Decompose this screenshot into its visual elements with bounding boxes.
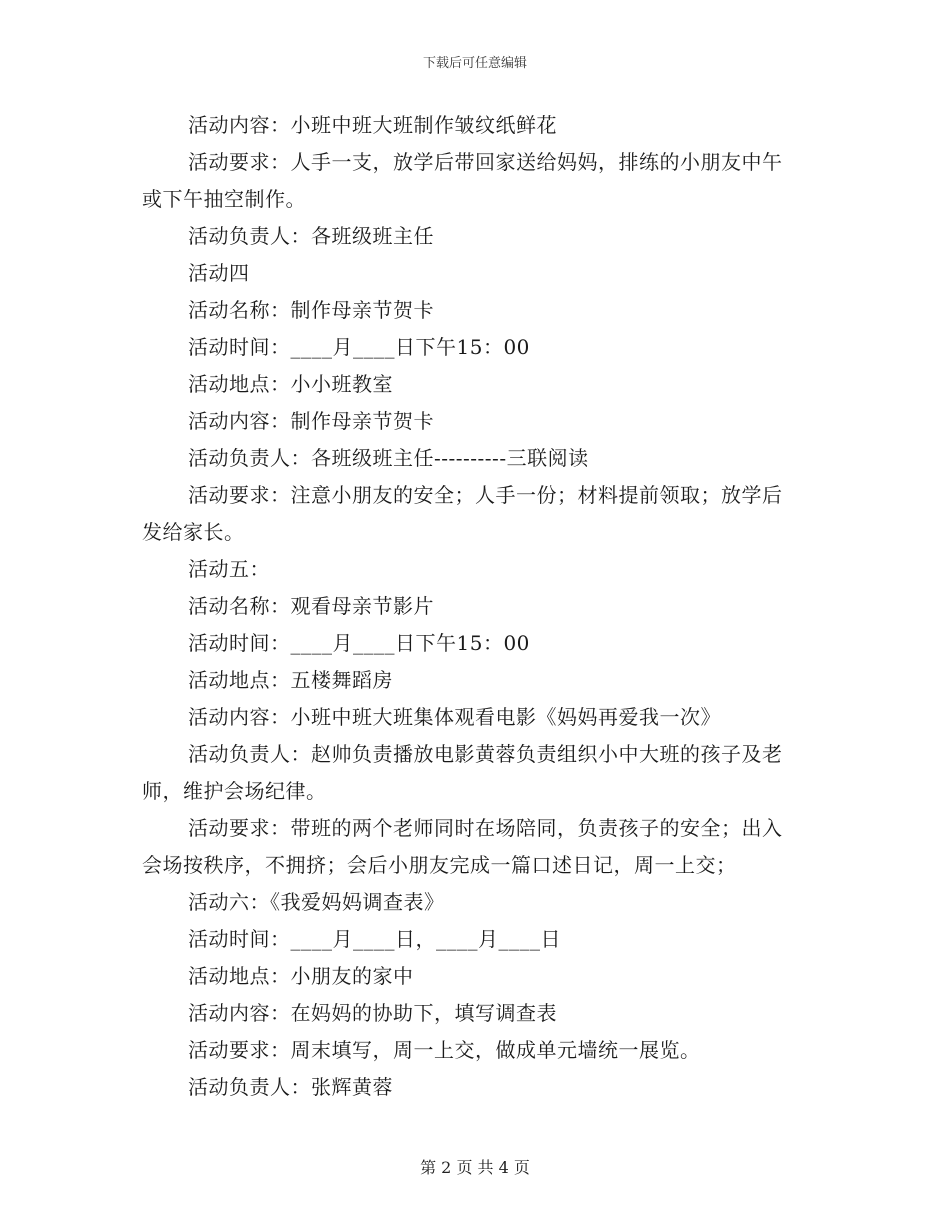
paragraph: 活动要求：注意小朋友的安全；人手一份；材料提前领取；放学后发给家长。 — [142, 483, 783, 544]
paragraph: 活动内容：在妈妈的协助下，填写调查表 — [188, 1001, 557, 1025]
paragraph: 活动地点：小小班教室 — [188, 372, 393, 396]
document-body — [142, 107, 802, 1106]
paragraph: 活动负责人：赵帅负责播放电影黄蓉负责组织小中大班的孩子及老师，维护会场纪律。 — [142, 742, 783, 803]
paragraph: 活动时间：____月____日，____月____日 — [188, 927, 561, 951]
paragraph: 活动名称：制作母亲节贺卡 — [188, 298, 434, 322]
page-header: 下载后可任意编辑 — [422, 56, 527, 71]
paragraph: 活动负责人：各班级班主任----------三联阅读 — [188, 446, 589, 470]
paragraph: 活动时间：____月____日下午15：00 — [188, 335, 530, 359]
paragraph: 活动地点：五楼舞蹈房 — [188, 668, 393, 692]
paragraph: 活动要求：周末填写，周一上交，做成单元墙统一展览。 — [188, 1038, 701, 1062]
paragraph: 活动要求：人手一支，放学后带回家送给妈妈，排练的小朋友中午或下午抽空制作。 — [142, 150, 783, 211]
section-heading: 活动四 — [188, 261, 250, 285]
paragraph: 活动内容：制作母亲节贺卡 — [188, 409, 434, 433]
section-heading: 活动六：《我爱妈妈调查表》 — [188, 890, 445, 914]
paragraph: 活动要求：带班的两个老师同时在场陪同，负责孩子的安全；出入会场按秩序，不拥挤；会后小朋友完成一篇口述日记，周一上交； — [142, 816, 783, 877]
paragraph: 活动负责人：张辉黄蓉 — [188, 1075, 393, 1099]
paragraph: 活动负责人：各班级班主任 — [188, 224, 434, 248]
paragraph: 活动名称：观看母亲节影片 — [188, 594, 434, 618]
paragraph: 活动时间：____月____日下午15：00 — [188, 631, 530, 655]
page-footer: 第 2 页 共 4 页 — [420, 1158, 530, 1177]
paragraph: 活动内容：小班中班大班制作皱纹纸鲜花 — [188, 113, 557, 137]
paragraph: 活动内容：小班中班大班集体观看电影《妈妈再爱我一次》 — [188, 705, 721, 729]
paragraph: 活动地点：小朋友的家中 — [188, 964, 414, 988]
section-heading: 活动五： — [188, 557, 270, 581]
